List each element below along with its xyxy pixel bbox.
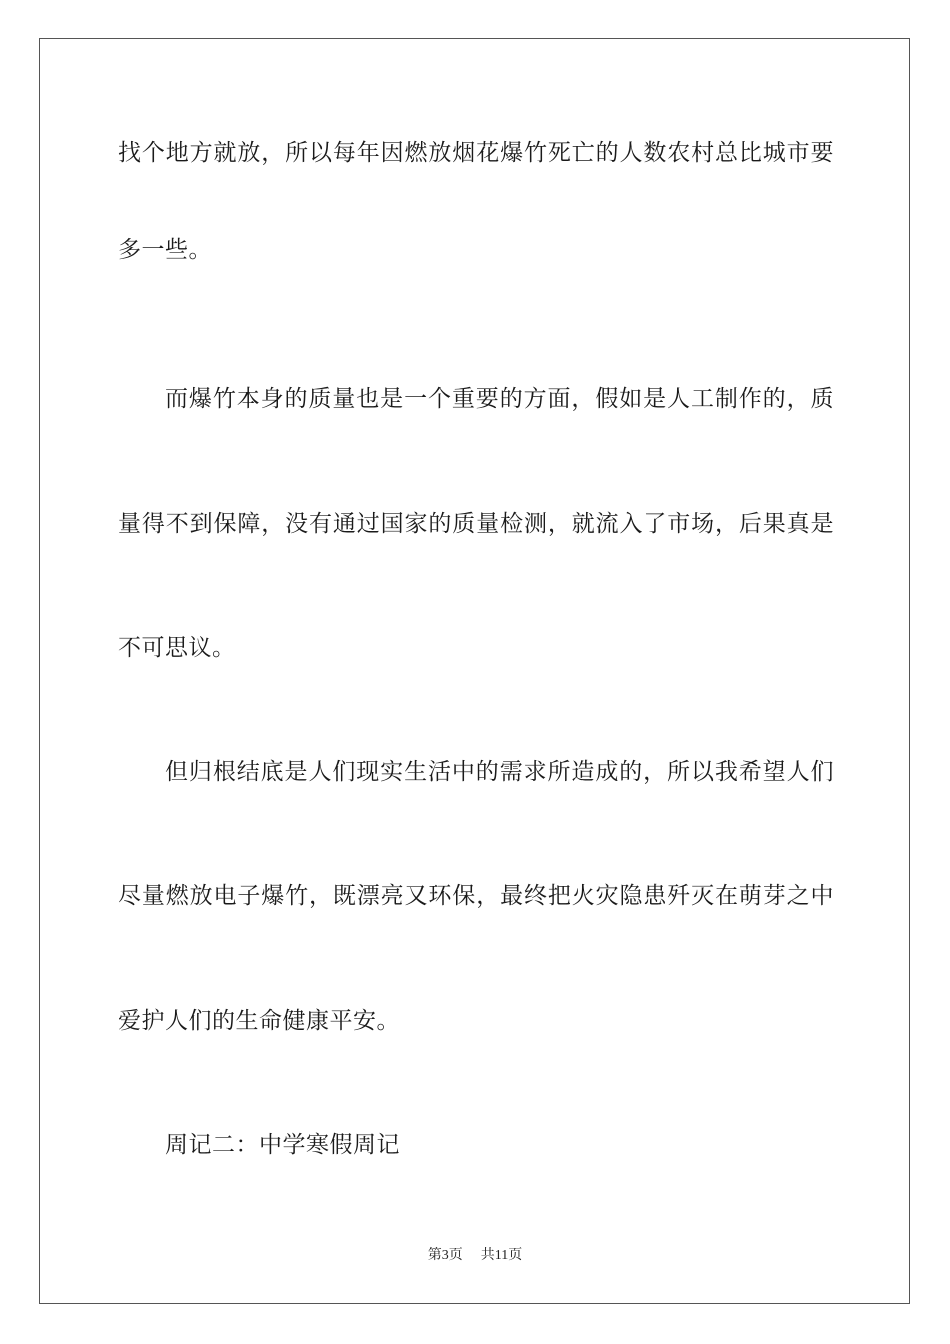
page-number-current: 第3页 — [427, 1248, 463, 1263]
page-footer — [0, 1246, 950, 1266]
body-line-6: 但归根结底是人们现实生活中的需求所造成的，所以我希望人们 — [165, 759, 834, 785]
body-line-5: 不可思议。 — [118, 635, 236, 661]
page-border — [39, 38, 910, 1304]
body-line-3: 而爆竹本身的质量也是一个重要的方面，假如是人工制作的，质 — [165, 386, 834, 412]
body-line-1: 找个地方就放，所以每年因燃放烟花爆竹死亡的人数农村总比城市要 — [118, 140, 834, 166]
body-line-2: 多一些。 — [118, 237, 212, 263]
body-line-7: 尽量燃放电子爆竹，既漂亮又环保，最终把火灾隐患歼灭在萌芽之中 — [118, 883, 834, 909]
page-number-total: 共11页 — [480, 1248, 523, 1263]
body-line-8: 爱护人们的生命健康平安。 — [118, 1008, 400, 1034]
body-line-4: 量得不到保障，没有通过国家的质量检测，就流入了市场，后果真是 — [118, 511, 834, 537]
section-heading: 周记二：中学寒假周记 — [165, 1132, 400, 1158]
